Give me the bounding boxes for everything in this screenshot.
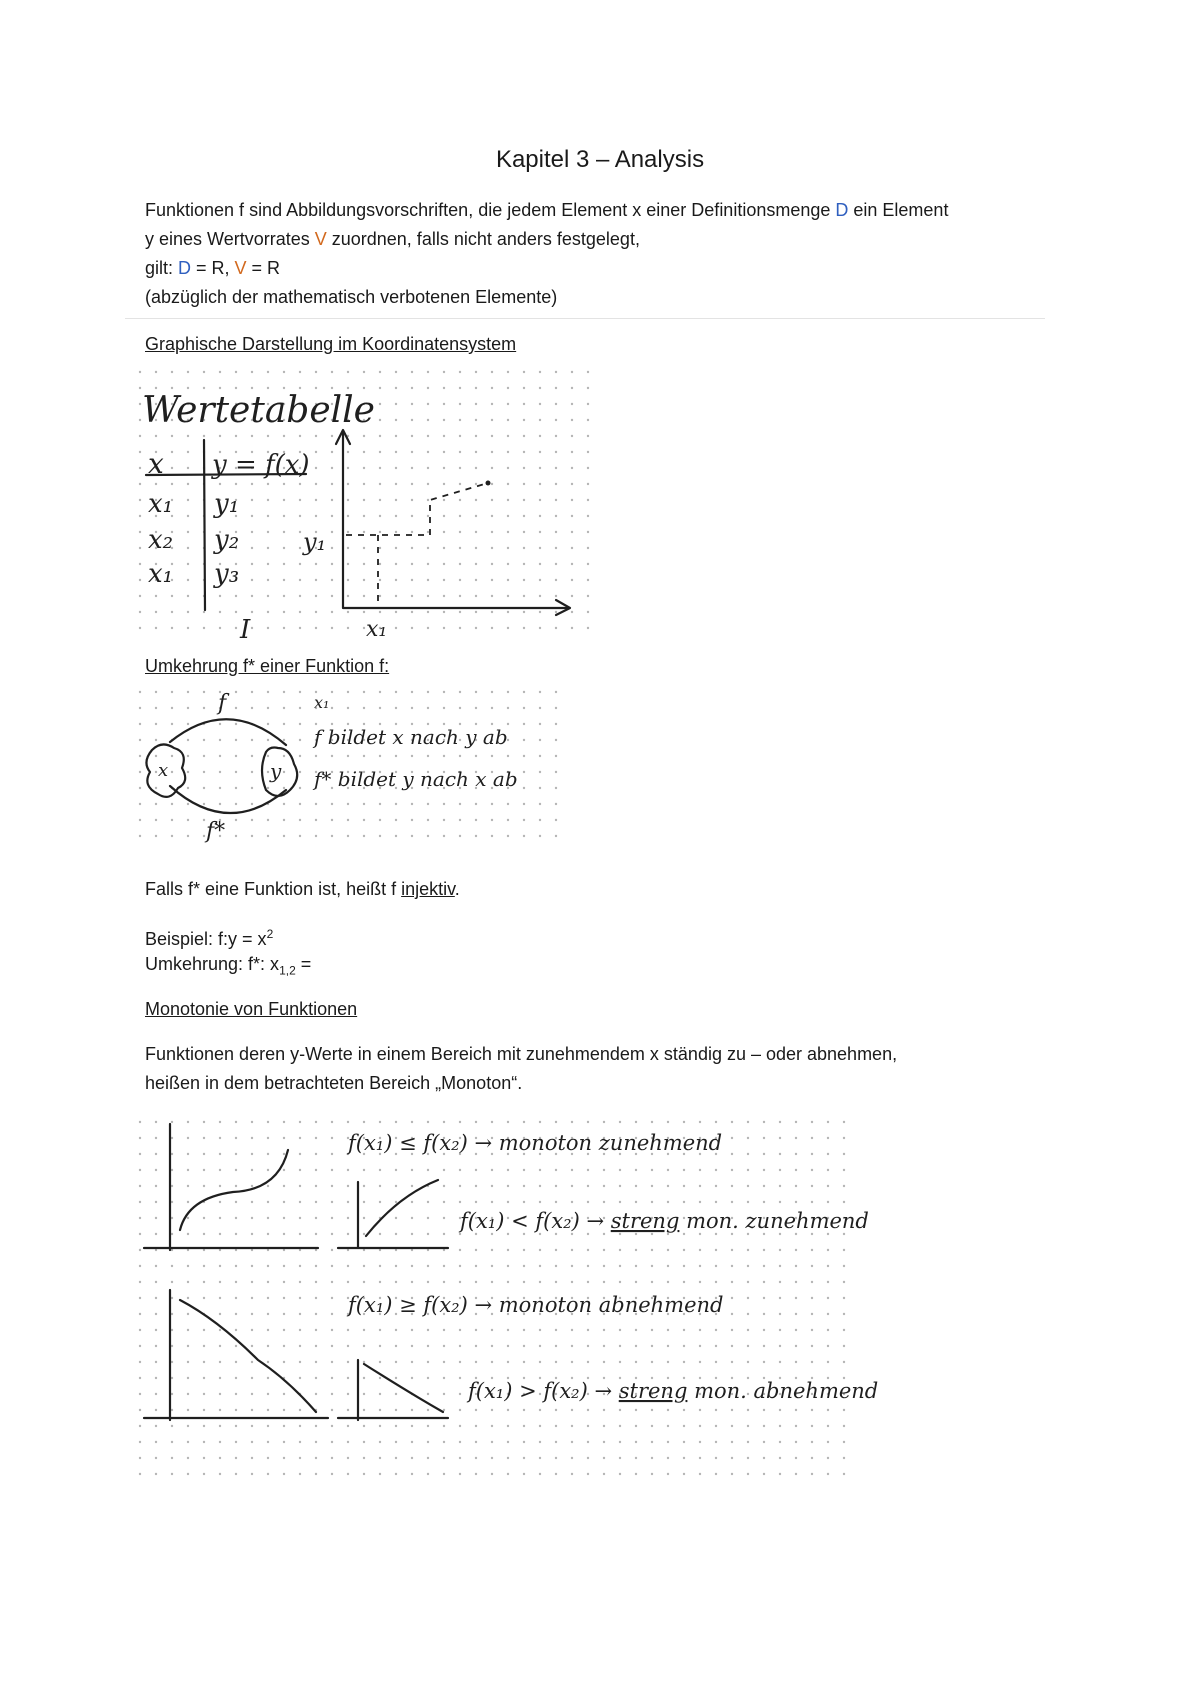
section-heading-monotony: Monotonie von Funktionen (145, 999, 358, 1019)
intro-line-4: (abzüglich der mathematisch verbotenen Elemente) (145, 287, 558, 307)
value-table-sketch (138, 370, 598, 645)
map-f-label: f (218, 691, 227, 716)
monotony-rule-3: f(x₁) ≥ f(x₂) → monoton abnehmend (348, 1293, 724, 1317)
table-footer: I (240, 615, 251, 645)
row-y-1: y₁ (214, 489, 240, 519)
axis-y-label: y₁ (303, 528, 327, 556)
inverse-function-sketch (138, 690, 568, 850)
intro-line-3: gilt: D = R, V = R (145, 258, 281, 278)
row-y-3: y₃ (214, 559, 240, 589)
monotony-sketch (138, 1120, 879, 1485)
divider (125, 318, 1045, 319)
intro-line-1: Funktionen f sind Abbildungsvorschriften, die jedem Element x einer Definitionsmenge D ein Element (145, 200, 949, 220)
map-fstar-label: f* (206, 819, 226, 844)
inverse-line: Umkehrung: f*: $x_{1,2}$ = (145, 954, 312, 978)
row-x-3: x₁ (148, 559, 174, 589)
monotony-text-2: heißen in dem betrachteten Bereich „Monoton“. (145, 1073, 523, 1093)
inverse-line-1: f bildet x nach y ab (314, 725, 508, 749)
set-x-label: x (158, 760, 169, 781)
row-x-1: x₁ (148, 489, 174, 519)
wertetabelle-title: Wertetabelle (142, 390, 375, 431)
intro-line-2: y eines Wertvorrates V zuordnen, falls nicht anders festgelegt, (145, 229, 640, 249)
monotony-rule-1: f(x₁) ≤ f(x₂) → monoton zunehmend (348, 1131, 723, 1155)
section-heading-graphical: Graphische Darstellung im Koordinatensystem (145, 334, 517, 354)
inverse-line-2: f* bildet y nach x ab (314, 767, 518, 791)
injective-statement: Falls f* eine Funktion ist, heißt f injektiv. (145, 879, 460, 899)
col-x: x (148, 447, 164, 480)
monotony-text-1: Funktionen deren y-Werte in einem Bereich mit zunehmendem x ständig zu – oder abnehmen, (145, 1044, 898, 1064)
example-line: Beispiel: f:y = $x^2$ (145, 927, 274, 949)
monotony-rule-4: f(x₁) > f(x₂) → streng mon. abnehmend (468, 1379, 879, 1403)
row-x-2: x₂ (148, 525, 174, 555)
row-y-2: y₂ (214, 525, 240, 555)
col-y: y = f(x) (212, 450, 310, 480)
section-heading-inverse: Umkehrung f* einer Funktion f: (145, 656, 390, 676)
note-label: x₁ (314, 693, 330, 712)
axis-x-label: x₁ (366, 617, 388, 642)
page-title: Kapitel 3 – Analysis (495, 146, 705, 173)
set-y-label: y (270, 759, 282, 783)
monotony-rule-2: f(x₁) < f(x₂) → streng mon. zunehmend (460, 1209, 869, 1233)
